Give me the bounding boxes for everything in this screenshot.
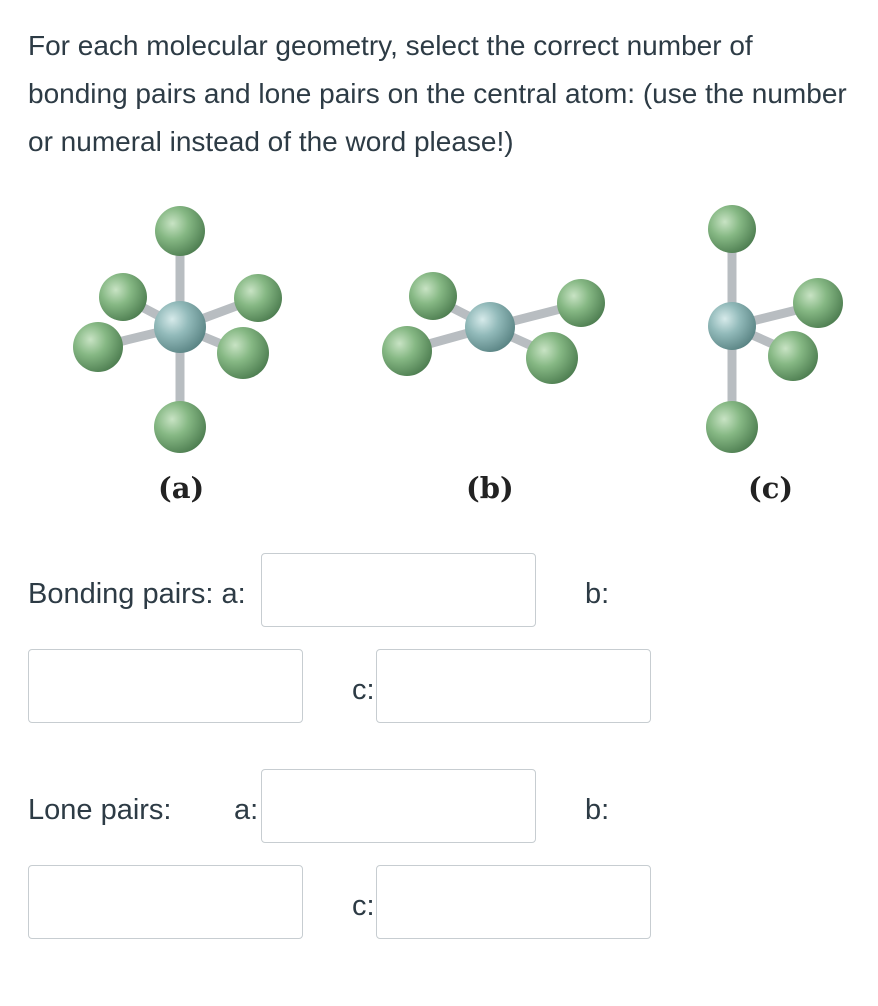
bonding-pairs-c-input[interactable] [376,649,651,723]
outer-atom [234,274,282,322]
molecule-c [706,205,843,453]
figure-label-a: (a) [158,471,205,505]
molecule-b [382,272,605,384]
lone-pairs-label: Lone pairs: [28,794,172,826]
outer-atom [154,401,206,453]
outer-atom [768,331,818,381]
figure-label-c: (c) [748,471,794,505]
outer-atom [73,322,123,372]
outer-atom [708,205,756,253]
lone-pairs-c-input[interactable] [376,865,651,939]
outer-atom [217,327,269,379]
bonding-pairs-label: Bonding pairs: a: [28,578,246,610]
figure-label-b: (b) [466,471,514,505]
molecular-geometry-figure [50,195,850,525]
bonding-pairs-b-label: b: [585,578,610,610]
outer-atom [99,273,147,321]
outer-atom [409,272,457,320]
bonding-pairs-a-input[interactable] [261,553,536,627]
molecule-a [73,206,282,453]
outer-atom [557,279,605,327]
central-atom [465,302,515,352]
outer-atom [382,326,432,376]
question-text: For each molecular geometry, select the correct number of bonding pairs and lone pairs on the central atom: (use the number or numeral instead of the word please!) [28,30,847,157]
lone-pairs-b-label: b: [585,794,610,826]
lone-pairs-a-input[interactable] [261,769,536,843]
bonding-pairs-c-label: c: [352,674,375,706]
central-atom [154,301,206,353]
outer-atom [526,332,578,384]
outer-atom [706,401,758,453]
central-atom [708,302,756,350]
lone-pairs-b-input[interactable] [28,865,303,939]
lone-pairs-c-label: c: [352,890,375,922]
outer-atom [155,206,205,256]
bonding-pairs-b-input[interactable] [28,649,303,723]
lone-pairs-a-label: a: [234,794,259,826]
outer-atom [793,278,843,328]
